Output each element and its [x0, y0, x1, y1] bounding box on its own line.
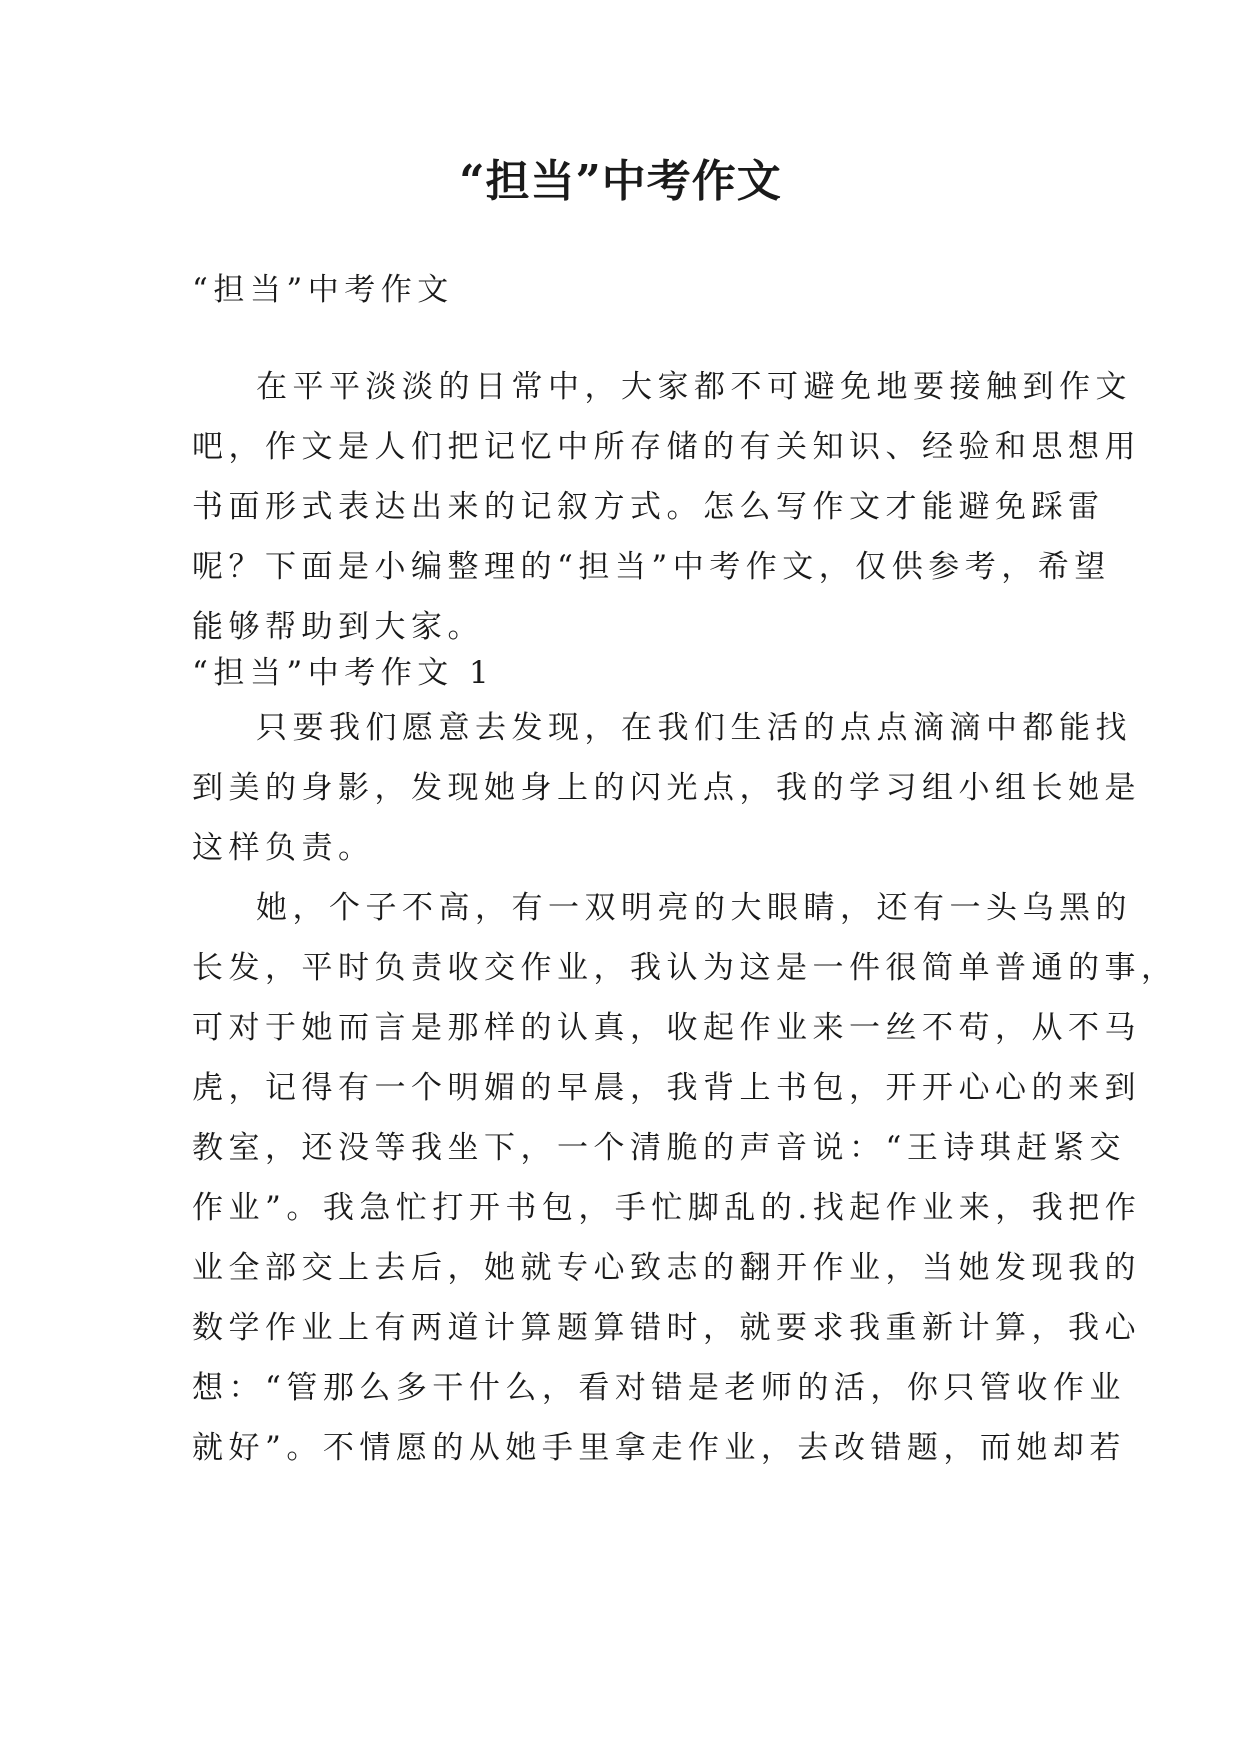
paragraph-line: 就好”。不情愿的从她手里拿走作业，去改错题，而她却若: [192, 1430, 1126, 1466]
paragraph-1: [192, 698, 1141, 878]
paragraph-line: 到美的身影，发现她身上的闪光点，我的学习组小组长她是: [192, 770, 1141, 806]
intro-line: 书面形式表达出来的记叙方式。怎么写作文才能避免踩雷: [192, 489, 1105, 525]
paragraph-line: 她，个子不高，有一双明亮的大眼睛，还有一头乌黑的: [256, 890, 1132, 926]
paragraph-2: [192, 878, 1178, 1478]
paragraph-line: 业全部交上去后，她就专心致志的翻开作业，当她发现我的: [192, 1250, 1141, 1286]
paragraph-line: 作业”。我急忙打开书包，手忙脚乱的.找起作业来，我把作: [192, 1190, 1142, 1226]
subtitle: “担当”中考作文: [192, 272, 454, 308]
paragraph-line: 可对于她而言是那样的认真，收起作业来一丝不苟，从不马: [192, 1010, 1141, 1046]
paragraph-line: 这样负责。: [192, 830, 375, 866]
paragraph-line: 只要我们愿意去发现，在我们生活的点点滴滴中都能找: [256, 710, 1132, 746]
page-title: “担当”中考作文: [459, 156, 782, 207]
intro-paragraph: [192, 357, 1141, 657]
paragraph-line: 长发，平时负责收交作业，我认为这是一件很简单普通的事，: [192, 950, 1178, 986]
paragraph-line: 虎，记得有一个明媚的早晨，我背上书包，开开心心的来到: [192, 1070, 1141, 1106]
intro-line: 能够帮助到大家。: [192, 609, 484, 645]
intro-line: 吧，作文是人们把记忆中所存储的有关知识、经验和思想用: [192, 429, 1141, 465]
section-heading: “担当”中考作文 1: [192, 655, 495, 691]
paragraph-line: 教室，还没等我坐下，一个清脆的声音说：“王诗琪赶紧交: [192, 1130, 1126, 1166]
intro-line: 在平平淡淡的日常中，大家都不可避免地要接触到作文: [256, 369, 1132, 405]
paragraph-line: 想：“管那么多干什么，看对错是老师的活，你只管收作业: [192, 1370, 1126, 1406]
intro-line: 呢？下面是小编整理的“担当”中考作文，仅供参考，希望: [192, 549, 1111, 585]
paragraph-line: 数学作业上有两道计算题算错时，就要求我重新计算，我心: [192, 1310, 1141, 1346]
